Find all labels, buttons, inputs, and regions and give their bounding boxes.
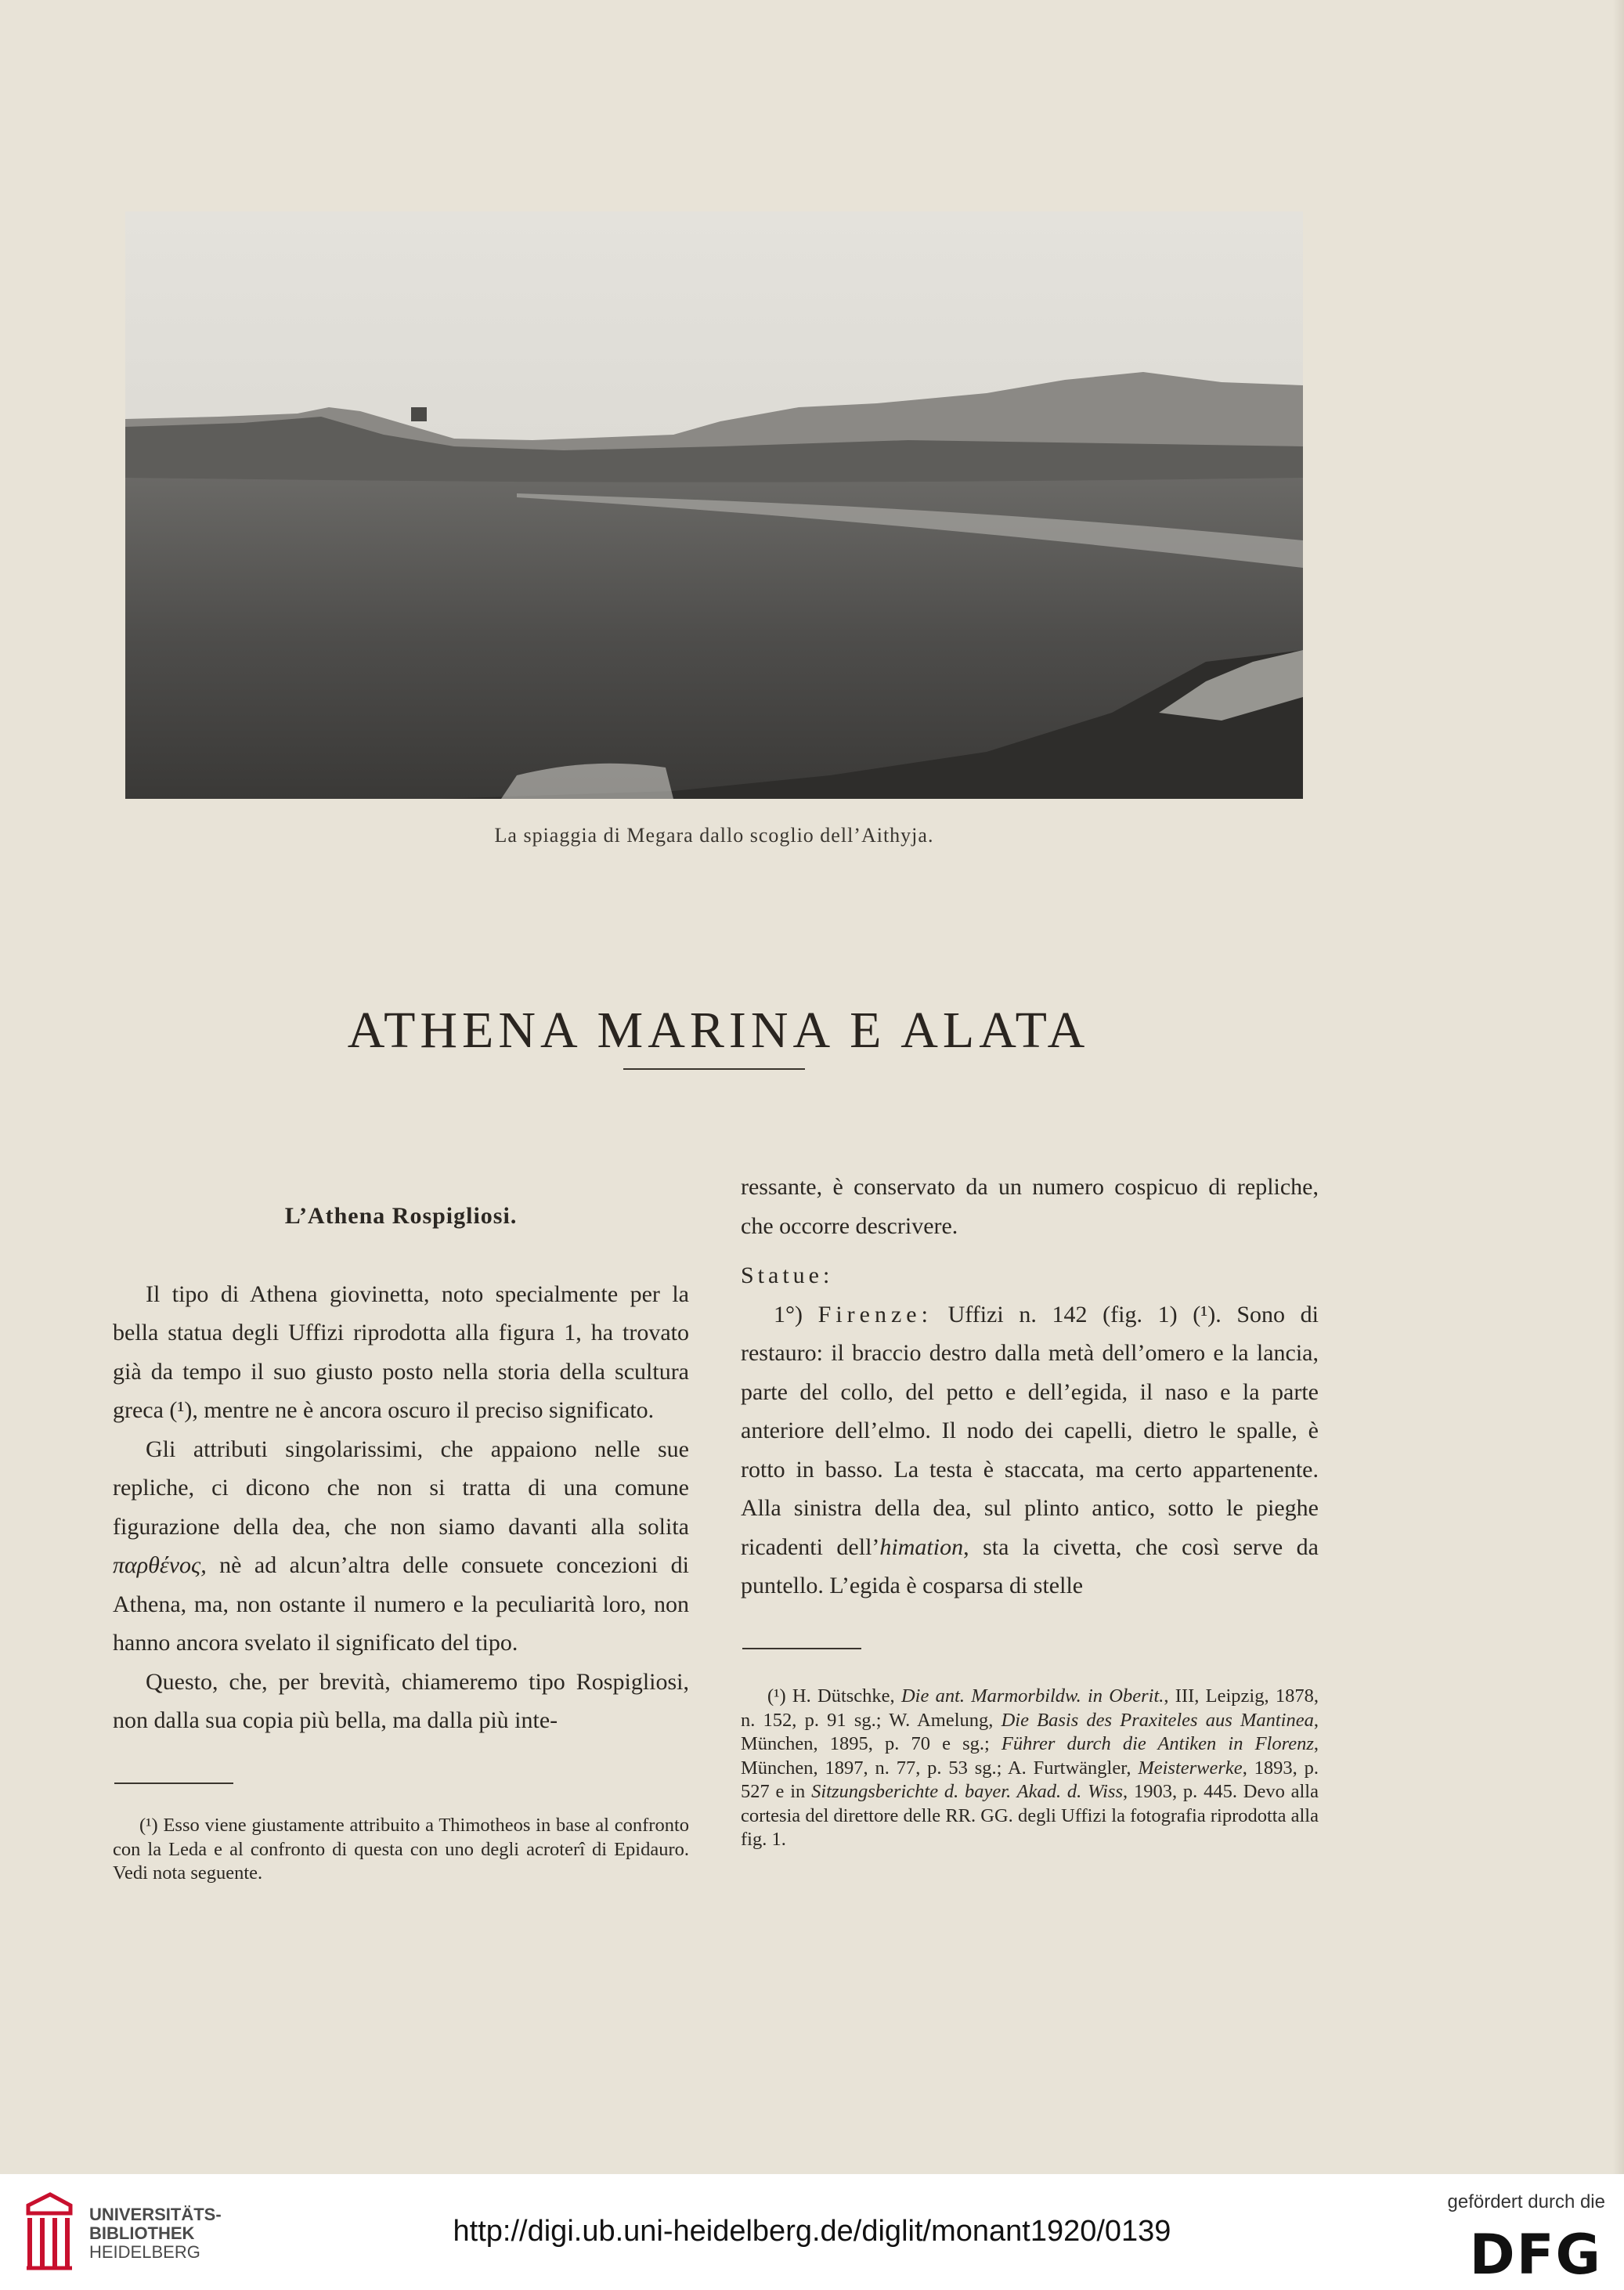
paragraph-1: Il tipo di Athena giovinetta, noto specialmente per la bella statua degli Uffizi riprodotta alla figura 1, ha trovato già da tempo il suo giusto posto nella storia della scultura greca (¹), mentre ne è ancora oscuro il preciso significato.: [113, 1280, 689, 1423]
funding-text: gefördert durch die: [1447, 2191, 1605, 2212]
left-column: [113, 1197, 689, 1740]
photo-caption: La spiaggia di Megara dallo scoglio dell’Aithyja.: [494, 824, 934, 847]
fn-part-7: Meisterwerke: [1138, 1757, 1243, 1779]
right-footnote-text: [741, 1685, 1319, 1852]
paragraph-2: [113, 1430, 689, 1663]
fn-part-0: (¹) H. Dütschke,: [767, 1685, 901, 1707]
landscape-photograph: [125, 211, 1303, 799]
section-title: L’Athena Rospigliosi.: [284, 1203, 518, 1229]
right-footnote: [741, 1685, 1319, 1852]
paragraph-2-text: Gli attributi singolarissimi, che appaiono nelle sue repliche, ci dicono che non si tratta di una comune figurazione della dea, che non siamo davanti alla solita: [113, 1436, 689, 1540]
entry-number: 1°): [774, 1301, 803, 1327]
institution-line-3: HEIDELBERG: [89, 2242, 200, 2262]
greek-word: παρθένος,: [113, 1552, 207, 1578]
fn-part-2: , III, Leipzig, 1878, n. 152, p. 91 sg.; W. Amelung,: [741, 1685, 1319, 1731]
digitization-banner: [0, 2174, 1624, 2290]
left-footnote-divider: [114, 1783, 233, 1784]
entry-text-a: Uffizi n. 142 (fig. 1) (¹). Sono di restauro: il braccio destro dalla metà dell’omero e la lancia, parte del collo, del petto e dell’egida, il naso e la parte anteriore dell’elmo. Il nodo dei capelli, dietro le spalle, è rotto in basso. La testa è staccata, ma certo appartenente. Alla sinistra della dea, sul plinto antico, sotto le pieghe ricadenti dell’: [741, 1301, 1319, 1560]
institution-line-2: BIBLIOTHEK: [89, 2223, 195, 2243]
left-footnote: [113, 1814, 689, 1886]
right-column: [741, 1168, 1319, 1606]
fn-part-5: Führer durch die Antiken in Florenz: [1001, 1733, 1314, 1754]
fn-part-6: , München, 1897, n. 77, p. 53 sg.; A. Furtwängler,: [741, 1733, 1319, 1779]
right-intro: ressante, è conservato da un numero cospicuo di repliche, che occorre descrivere.: [741, 1174, 1319, 1239]
statue-heading: Statue:: [741, 1262, 834, 1288]
title-divider: [623, 1068, 805, 1070]
dfg-logo[interactable]: DFG: [1469, 2223, 1602, 2287]
page-edge: [1613, 0, 1624, 2174]
entry-italic-term: himation: [879, 1533, 964, 1560]
right-footnote-divider: [742, 1648, 861, 1649]
fn-part-4: , München, 1895, p. 70 e sg.;: [741, 1709, 1319, 1754]
paragraph-3: Questo, che, per brevità, chiameremo tipo Rospigliosi, non dalla sua copia più bella, ma dalla più inte-: [113, 1668, 689, 1733]
photograph-image: [125, 211, 1303, 799]
statue-entry-1: [741, 1295, 1319, 1606]
article-title: ATHENA MARINA E ALATA: [347, 1002, 1090, 1060]
permalink-url[interactable]: http://digi.ub.uni-heidelberg.de/diglit/monant1920/0139: [453, 2215, 1171, 2248]
paragraph-2-continuation: nè ad alcun’altra delle consuete concezioni di Athena, ma, non ostante il numero e la peculiarità loro, non hanno ancora svelato il significato del tipo.: [113, 1552, 690, 1656]
left-footnote-text: (¹) Esso viene giustamente attribuito a Thimotheos in base al confronto con la Leda e al confronto di questa con uno degli acroterî di Epidauro. Vedi nota seguente.: [113, 1815, 689, 1884]
fn-part-1: Die ant. Marmorbildw. in Oberit.: [900, 1685, 1164, 1707]
institution-line-1: UNIVERSITÄTS-: [89, 2205, 222, 2224]
fn-part-3: Die Basis des Praxiteles aus Mantinea: [1001, 1709, 1314, 1731]
fn-part-9: Sitzungsberichte d. bayer. Akad. d. Wiss: [811, 1781, 1124, 1802]
fn-part-10: , 1903, p. 445. Devo alla cortesia del direttore delle RR. GG. degli Uffizi la fotografia riprodotta alla fig. 1.: [741, 1781, 1319, 1850]
fn-part-8: , 1893, p. 527 e in: [741, 1757, 1319, 1802]
entry-city: Firenze:: [817, 1301, 933, 1327]
entry-text-b: , sta la civetta, che così serve da puntello. L’egida è cosparsa di stelle: [741, 1533, 1319, 1598]
